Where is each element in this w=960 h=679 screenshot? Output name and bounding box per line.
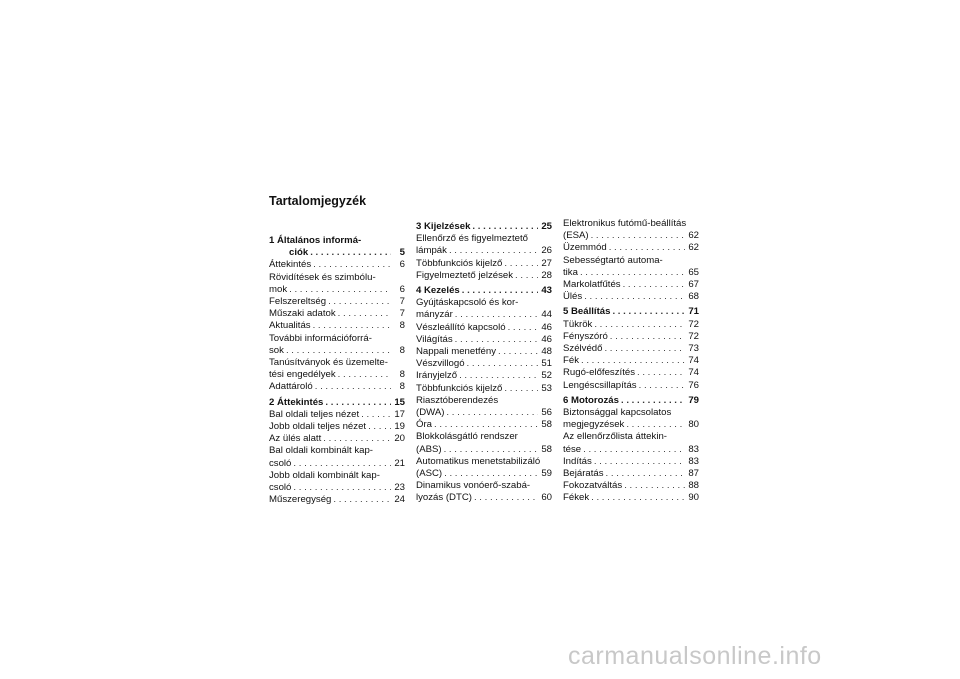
toc-entry-title: lámpák bbox=[416, 245, 447, 257]
toc-entry-row bbox=[416, 221, 552, 233]
toc-entry-line1: 1 Általános informá- bbox=[269, 235, 362, 246]
toc-entry-line1: Automatikus menetstabilizáló bbox=[416, 455, 541, 467]
toc-entry[interactable] bbox=[563, 218, 699, 242]
toc-entry-row bbox=[563, 267, 699, 279]
toc-entry-title: Műszeregység bbox=[269, 494, 332, 506]
toc-entry[interactable] bbox=[416, 395, 552, 419]
toc-entry[interactable] bbox=[563, 480, 699, 492]
toc-entry-line1: Elektronikus futómű-beállítás bbox=[563, 218, 687, 229]
toc-entry-title: Bejáratás bbox=[563, 468, 604, 480]
toc-leader-dots bbox=[465, 358, 538, 370]
toc-entry-title: (DWA) bbox=[416, 407, 445, 419]
toc-leader-dots bbox=[589, 492, 685, 504]
toc-entry-row bbox=[416, 322, 552, 334]
toc-entry-line1: Tanúsítványok és üzemelte- bbox=[269, 357, 388, 369]
toc-entry[interactable] bbox=[269, 308, 405, 320]
toc-entry[interactable] bbox=[269, 259, 405, 271]
toc-entry-title: csoló bbox=[269, 482, 292, 494]
toc-leader-dots bbox=[589, 230, 685, 242]
toc-entry-title: (ASC) bbox=[416, 468, 443, 480]
toc-page-number: 6 bbox=[399, 259, 405, 271]
toc-page-number: 62 bbox=[688, 230, 699, 242]
toc-entry-row bbox=[563, 355, 699, 367]
toc-entry-row bbox=[269, 345, 405, 357]
toc-entry[interactable] bbox=[416, 419, 552, 431]
toc-entry[interactable] bbox=[563, 367, 699, 379]
toc-entry-row bbox=[416, 444, 552, 456]
toc-leader-dots bbox=[308, 247, 391, 259]
toc-entry-title: tika bbox=[563, 266, 578, 278]
toc-entry-title: Fokozatváltás bbox=[563, 480, 623, 492]
toc-entry-title: Adattároló bbox=[269, 381, 313, 393]
toc-entry-row bbox=[416, 270, 552, 282]
toc-page-number: 53 bbox=[541, 382, 552, 394]
toc-page-number: 19 bbox=[394, 421, 405, 433]
toc-page-number: 72 bbox=[688, 318, 699, 330]
toc-entry-row bbox=[416, 492, 552, 504]
toc-entry-row bbox=[563, 291, 699, 303]
toc-entry-row bbox=[416, 370, 552, 382]
toc-entry-row bbox=[563, 380, 699, 392]
toc-entry-row bbox=[563, 419, 699, 431]
toc-page-number: 25 bbox=[541, 221, 552, 232]
toc-entry-title: Fékek bbox=[563, 492, 590, 504]
toc-leader-dots bbox=[608, 331, 685, 343]
toc-entry[interactable] bbox=[563, 492, 699, 504]
toc-entry-row bbox=[416, 468, 552, 480]
toc-page-number: 88 bbox=[688, 480, 699, 492]
toc-entry[interactable] bbox=[563, 291, 699, 303]
toc-leader-dots bbox=[287, 284, 391, 296]
toc-entry-row bbox=[416, 258, 552, 270]
toc-entry-row bbox=[563, 343, 699, 355]
toc-leader-dots bbox=[313, 381, 391, 393]
toc-entry[interactable] bbox=[416, 258, 552, 270]
toc-entry-title: megjegyzések bbox=[563, 419, 625, 431]
toc-entry-title: tési engedélyek bbox=[269, 369, 336, 381]
toc-entry-row bbox=[269, 482, 405, 494]
toc-entry[interactable] bbox=[563, 407, 699, 431]
toc-leader-dots bbox=[602, 343, 685, 355]
toc-page-number: 67 bbox=[688, 279, 699, 291]
toc-entry[interactable] bbox=[269, 409, 405, 421]
toc-entry[interactable] bbox=[269, 397, 405, 409]
toc-leader-dots bbox=[502, 383, 538, 395]
toc-leader-dots bbox=[311, 320, 391, 332]
toc-page-number: 7 bbox=[399, 296, 405, 308]
toc-page-number: 8 bbox=[399, 320, 405, 332]
toc-leader-dots bbox=[592, 319, 685, 331]
toc-entry[interactable] bbox=[563, 431, 699, 455]
toc-page-number: 58 bbox=[541, 419, 552, 431]
toc-page-number: 74 bbox=[688, 355, 699, 367]
toc-page-number: 27 bbox=[541, 257, 552, 269]
toc-page-number: 83 bbox=[688, 455, 699, 467]
toc-entry-title: Áttekintés bbox=[269, 259, 312, 271]
toc-leader-dots bbox=[311, 259, 391, 271]
toc-entry-row bbox=[416, 334, 552, 346]
toc-leader-dots bbox=[581, 444, 685, 456]
toc-entry[interactable] bbox=[416, 297, 552, 321]
toc-page-number: 7 bbox=[399, 308, 405, 320]
toc-page-number: 8 bbox=[399, 381, 405, 393]
toc-entry-row bbox=[563, 492, 699, 504]
toc-entry[interactable] bbox=[269, 235, 405, 259]
toc-page-number: 62 bbox=[688, 242, 699, 254]
toc-leader-dots bbox=[502, 258, 538, 270]
toc-entry-line1: Biztonsággal kapcsolatos bbox=[563, 407, 672, 419]
toc-leader-dots bbox=[331, 494, 391, 506]
toc-entry-title: Bal oldali teljes nézet bbox=[269, 408, 360, 420]
watermark: carmanualsonline.info bbox=[568, 642, 822, 670]
toc-entry[interactable] bbox=[563, 319, 699, 331]
toc-entry[interactable] bbox=[563, 468, 699, 480]
toc-page-number: 72 bbox=[688, 330, 699, 342]
toc-page-number: 65 bbox=[688, 266, 699, 278]
toc-entry-title: Jobb oldali teljes nézet bbox=[269, 421, 367, 433]
toc-page-number: 59 bbox=[541, 468, 552, 480]
toc-entry[interactable] bbox=[416, 370, 552, 382]
toc-entry[interactable] bbox=[416, 431, 552, 455]
toc-entry-title: Óra bbox=[416, 419, 432, 431]
toc-entry[interactable] bbox=[269, 445, 405, 469]
toc-page-number: 79 bbox=[688, 394, 699, 406]
toc-entry-row bbox=[563, 230, 699, 242]
toc-leader-dots bbox=[619, 395, 685, 407]
toc-entry-row bbox=[269, 369, 405, 381]
toc-entry-line1: Riasztóberendezés bbox=[416, 394, 499, 406]
toc-page-number: 24 bbox=[394, 494, 405, 506]
toc-entry[interactable] bbox=[416, 383, 552, 395]
toc-entry-row bbox=[563, 480, 699, 492]
toc-page-number: 21 bbox=[394, 457, 405, 469]
toc-leader-dots bbox=[579, 355, 685, 367]
toc-entry-title: Ülés bbox=[563, 291, 583, 303]
toc-entry[interactable] bbox=[416, 358, 552, 370]
toc-entry-title: Markolatfűtés bbox=[563, 279, 621, 291]
page-title: Tartalomjegyzék bbox=[269, 194, 367, 208]
toc-entry-title: 6 Motorozás bbox=[563, 394, 619, 406]
toc-page-number: 60 bbox=[541, 492, 552, 504]
toc-leader-dots bbox=[453, 334, 538, 346]
toc-page-number: 71 bbox=[688, 306, 699, 318]
toc-page-number: 58 bbox=[541, 443, 552, 455]
toc-leader-dots bbox=[447, 245, 538, 257]
toc-entry-row bbox=[563, 331, 699, 343]
toc-entry-row bbox=[269, 421, 405, 433]
toc-leader-dots bbox=[359, 409, 391, 421]
toc-entry-row bbox=[563, 395, 699, 407]
toc-entry-row bbox=[416, 245, 552, 257]
toc-leader-dots bbox=[592, 456, 685, 468]
toc-entry[interactable] bbox=[563, 355, 699, 367]
toc-entry-row bbox=[269, 409, 405, 421]
toc-entry-row bbox=[269, 247, 405, 259]
toc-leader-dots bbox=[621, 279, 685, 291]
toc-entry[interactable] bbox=[563, 331, 699, 343]
toc-entry[interactable] bbox=[416, 233, 552, 257]
toc-page-number: 23 bbox=[394, 482, 405, 494]
toc-entry[interactable] bbox=[269, 381, 405, 393]
toc-leader-dots bbox=[453, 309, 538, 321]
toc-entry-title: 2 Áttekintés bbox=[269, 396, 324, 408]
toc-entry[interactable] bbox=[563, 395, 699, 407]
toc-entry[interactable] bbox=[269, 296, 405, 308]
toc-leader-dots bbox=[442, 444, 538, 456]
toc-entry[interactable] bbox=[416, 334, 552, 346]
toc-column-1 bbox=[269, 232, 405, 506]
toc-page-number: 83 bbox=[688, 443, 699, 455]
toc-page-number: 28 bbox=[541, 269, 552, 281]
toc-entry-line1: Dinamikus vonóerő-szabá- bbox=[416, 480, 531, 492]
toc-entry[interactable] bbox=[416, 285, 552, 297]
toc-leader-dots bbox=[635, 367, 685, 379]
toc-entry-row bbox=[563, 468, 699, 480]
toc-entry-line1: További információforrá- bbox=[269, 332, 372, 344]
toc-leader-dots bbox=[444, 407, 538, 419]
toc-leader-dots bbox=[496, 346, 538, 358]
toc-entry-row bbox=[563, 242, 699, 254]
toc-entry-row bbox=[416, 346, 552, 358]
toc-entry-row bbox=[269, 296, 405, 308]
toc-entry-row bbox=[269, 381, 405, 393]
toc-entry[interactable] bbox=[563, 343, 699, 355]
toc-leader-dots bbox=[578, 267, 685, 279]
toc-entry-title: 5 Beállítás bbox=[563, 306, 611, 318]
toc-entry-line1: Sebességtartó automa- bbox=[563, 254, 663, 266]
toc-entry-title: Vészleállító kapcsoló bbox=[416, 321, 506, 333]
toc-entry-row bbox=[269, 320, 405, 332]
toc-column-3 bbox=[563, 218, 699, 505]
toc-entry-title: Világítás bbox=[416, 333, 453, 345]
toc-entry-row bbox=[269, 259, 405, 271]
toc-page-number: 52 bbox=[541, 370, 552, 382]
toc-entry-title: Üzemmód bbox=[563, 242, 607, 254]
toc-entry[interactable] bbox=[269, 421, 405, 433]
toc-leader-dots bbox=[460, 285, 538, 297]
toc-entry-title: Tükrök bbox=[563, 318, 593, 330]
toc-entry-row bbox=[416, 419, 552, 431]
toc-leader-dots bbox=[442, 468, 538, 480]
toc-entry-title: ciók bbox=[289, 247, 309, 259]
toc-entry-line1: Gyújtáskapcsoló és kor- bbox=[416, 297, 519, 309]
toc-entry-line1: Az ellenőrzőlista áttekin- bbox=[563, 431, 667, 443]
toc-entry-title: (ESA) bbox=[563, 230, 589, 242]
toc-entry-title: Aktualitás bbox=[269, 320, 311, 332]
toc-entry-title: Nappali menetfény bbox=[416, 346, 496, 358]
toc-entry-title: Szélvédő bbox=[563, 343, 603, 355]
toc-entry-title: 3 Kijelzések bbox=[416, 221, 471, 232]
toc-entry[interactable] bbox=[269, 494, 405, 506]
toc-entry[interactable] bbox=[563, 255, 699, 279]
toc-column-2 bbox=[416, 218, 552, 505]
toc-entry[interactable] bbox=[563, 306, 699, 318]
toc-entry-title: 4 Kezelés bbox=[416, 285, 460, 297]
toc-leader-dots bbox=[506, 322, 538, 334]
toc-entry-line1: Jobb oldali kombinált kap- bbox=[269, 469, 380, 481]
toc-page-number: 43 bbox=[541, 285, 552, 297]
toc-entry[interactable] bbox=[416, 346, 552, 358]
toc-leader-dots bbox=[624, 419, 685, 431]
toc-page-number: 56 bbox=[541, 407, 552, 419]
toc-entry[interactable] bbox=[563, 242, 699, 254]
toc-entry-title: tése bbox=[563, 443, 582, 455]
toc-entry[interactable] bbox=[269, 433, 405, 445]
toc-entry-line1: Rövidítések és szimbólu- bbox=[269, 271, 376, 283]
toc-page-number: 15 bbox=[394, 396, 405, 408]
toc-entry[interactable] bbox=[416, 456, 552, 480]
toc-entry-title: Figyelmeztető jelzések bbox=[416, 269, 514, 281]
toc-entry[interactable] bbox=[416, 221, 552, 233]
toc-page-number: 87 bbox=[688, 468, 699, 480]
toc-leader-dots bbox=[513, 270, 538, 282]
toc-entry[interactable] bbox=[269, 333, 405, 357]
toc-leader-dots bbox=[336, 308, 391, 320]
toc-entry-title: mányzár bbox=[416, 309, 453, 321]
toc-leader-dots bbox=[470, 221, 538, 233]
toc-entry-row bbox=[269, 494, 405, 506]
toc-entry-title: Fényszóró bbox=[563, 330, 608, 342]
toc-entry-title: Irányjelző bbox=[416, 370, 458, 382]
toc-entry[interactable] bbox=[269, 272, 405, 296]
toc-page-number: 6 bbox=[399, 283, 405, 295]
toc-entry-title: Felszereltség bbox=[269, 296, 327, 308]
toc-page-number: 8 bbox=[399, 344, 405, 356]
toc-entry-row bbox=[416, 407, 552, 419]
toc-page-number: 73 bbox=[688, 343, 699, 355]
toc-entry-title: Többfunkciós kijelző bbox=[416, 257, 503, 269]
toc-entry-title: Többfunkciós kijelző bbox=[416, 382, 503, 394]
toc-page-number: 46 bbox=[541, 333, 552, 345]
toc-entry-row bbox=[416, 358, 552, 370]
toc-leader-dots bbox=[432, 419, 538, 431]
toc-entry-title: Műszaki adatok bbox=[269, 308, 336, 320]
toc-entry[interactable] bbox=[416, 322, 552, 334]
toc-page-number: 68 bbox=[688, 291, 699, 303]
toc-entry[interactable] bbox=[269, 320, 405, 332]
toc-entry[interactable] bbox=[563, 456, 699, 468]
toc-entry-row bbox=[563, 367, 699, 379]
toc-leader-dots bbox=[366, 421, 391, 433]
toc-leader-dots bbox=[321, 433, 391, 445]
toc-entry-row bbox=[563, 279, 699, 291]
toc-leader-dots bbox=[610, 306, 685, 318]
toc-entry-title: csoló bbox=[269, 457, 292, 469]
toc-page-number: 51 bbox=[541, 358, 552, 370]
toc-leader-dots bbox=[336, 369, 391, 381]
toc-entry-row bbox=[269, 308, 405, 320]
toc-entry[interactable] bbox=[563, 380, 699, 392]
toc-entry-row bbox=[563, 319, 699, 331]
toc-entry-title: mok bbox=[269, 283, 288, 295]
toc-page-number: 5 bbox=[399, 247, 405, 259]
toc-entry-title: sok bbox=[269, 344, 284, 356]
toc-entry-line1: Ellenőrző és figyelmeztető bbox=[416, 233, 528, 245]
toc-leader-dots bbox=[622, 480, 685, 492]
toc-entry-line1: Bal oldali kombinált kap- bbox=[269, 445, 373, 457]
toc-page-number: 76 bbox=[688, 379, 699, 391]
toc-page-number: 20 bbox=[394, 433, 405, 445]
toc-entry-row bbox=[563, 456, 699, 468]
toc-leader-dots bbox=[457, 370, 538, 382]
toc-leader-dots bbox=[291, 458, 391, 470]
toc-page-number: 80 bbox=[688, 419, 699, 431]
toc-entry-title: lyozás (DTC) bbox=[416, 492, 472, 504]
toc-entry-row bbox=[416, 285, 552, 297]
toc-page-number: 26 bbox=[541, 245, 552, 257]
toc-leader-dots bbox=[607, 242, 685, 254]
toc-page-number: 44 bbox=[541, 309, 552, 321]
toc-leader-dots bbox=[637, 380, 685, 392]
toc-entry-line1: Blokkolásgátló rendszer bbox=[416, 431, 518, 443]
toc-entry-title: Vészvillogó bbox=[416, 358, 465, 370]
toc-entry[interactable] bbox=[416, 270, 552, 282]
toc-entry-title: Indítás bbox=[563, 455, 592, 467]
toc-leader-dots bbox=[582, 291, 685, 303]
toc-entry-title: (ABS) bbox=[416, 443, 442, 455]
toc-entry[interactable] bbox=[563, 279, 699, 291]
toc-page-number: 17 bbox=[394, 408, 405, 420]
toc-entry-title: Az ülés alatt bbox=[269, 433, 322, 445]
toc-leader-dots bbox=[323, 397, 391, 409]
toc-entry-row bbox=[563, 444, 699, 456]
toc-entry-title: Rugó-előfeszítés bbox=[563, 367, 635, 379]
toc-entry-title: Fék bbox=[563, 355, 579, 367]
toc-page-number: 8 bbox=[399, 369, 405, 381]
toc-entry-title: Lengéscsillapítás bbox=[563, 379, 637, 391]
toc-leader-dots bbox=[284, 345, 391, 357]
toc-page-number: 46 bbox=[541, 321, 552, 333]
toc-page-number: 48 bbox=[541, 346, 552, 358]
toc-page-number: 90 bbox=[688, 492, 699, 504]
toc-entry-row bbox=[269, 433, 405, 445]
toc-entry[interactable] bbox=[269, 470, 405, 494]
toc-entry[interactable] bbox=[416, 480, 552, 504]
toc-leader-dots bbox=[291, 482, 391, 494]
toc-leader-dots bbox=[604, 468, 685, 480]
toc-leader-dots bbox=[326, 296, 391, 308]
toc-entry-row bbox=[416, 309, 552, 321]
toc-entry[interactable] bbox=[269, 357, 405, 381]
toc-entry-row bbox=[416, 383, 552, 395]
toc-entry-row bbox=[269, 397, 405, 409]
toc-page-number: 74 bbox=[688, 367, 699, 379]
toc-leader-dots bbox=[472, 492, 538, 504]
toc-entry-row bbox=[269, 284, 405, 296]
toc-entry-row bbox=[269, 458, 405, 470]
toc-entry-row bbox=[563, 306, 699, 318]
